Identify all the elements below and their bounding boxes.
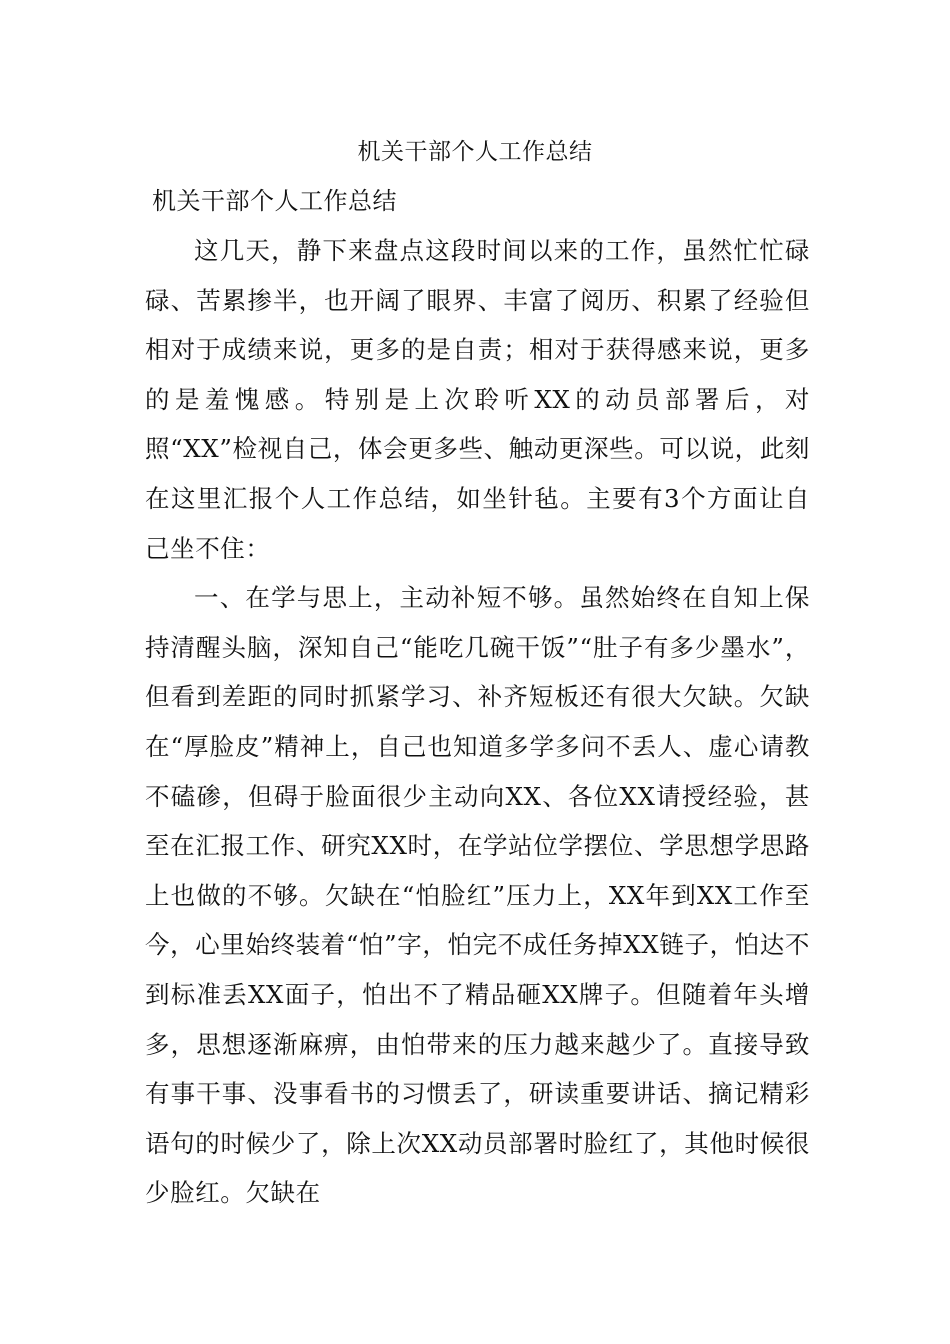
document-body [145,226,810,1218]
document-title: 机关干部个人工作总结 [357,139,593,165]
document-subtitle: 机关干部个人工作总结 [152,187,397,215]
paragraph-intro: 这几天，静下来盘点这段时间以来的工作，虽然忙忙碌碌、苦累掺半，也开阔了眼界、丰富了阅历、积累了经验但相对于成绩来说，更多的是自责；相对于获得感来说，更多的是羞愧感。特别是上次聆听XX的动员部署后，对照“XX”检视自己，体会更多些、触动更深些。可以说，此刻在这里汇报个人工作总结，如坐针毡。主要有3个方面让自己坐不住： [145,236,810,563]
paragraph-section-one: 一、在学与思上，主动补短不够。虽然始终在自知上保持清醒头脑，深知自己“能吃几碗干饭”“肚子有多少墨水”，但看到差距的同时抓紧学习、补齐短板还有很大欠缺。欠缺在“厚脸皮”精神上，自己也知道多学多问不丢人、虚心请教不磕碜，但碍于脸面很少主动向XX、各位XX请授经验，甚至在汇报工作、研究XX时，在学站位学摆位、学思想学思路上也做的不够。欠缺在“怕脸红”压力上，XX年到XX工作至今，心里始终装着“怕”字，怕完不成任务掉XX链子，怕达不到标准丢XX面子，怕出不了精品砸XX牌子。但随着年头增多，思想逐渐麻痹，由怕带来的压力越来越少了。直接导致有事干事、没事看书的习惯丢了，研读重要讲话、摘记精彩语句的时候少了，除上次XX动员部署时脸红了，其他时候很少脸红。欠缺在 [145,583,810,1208]
